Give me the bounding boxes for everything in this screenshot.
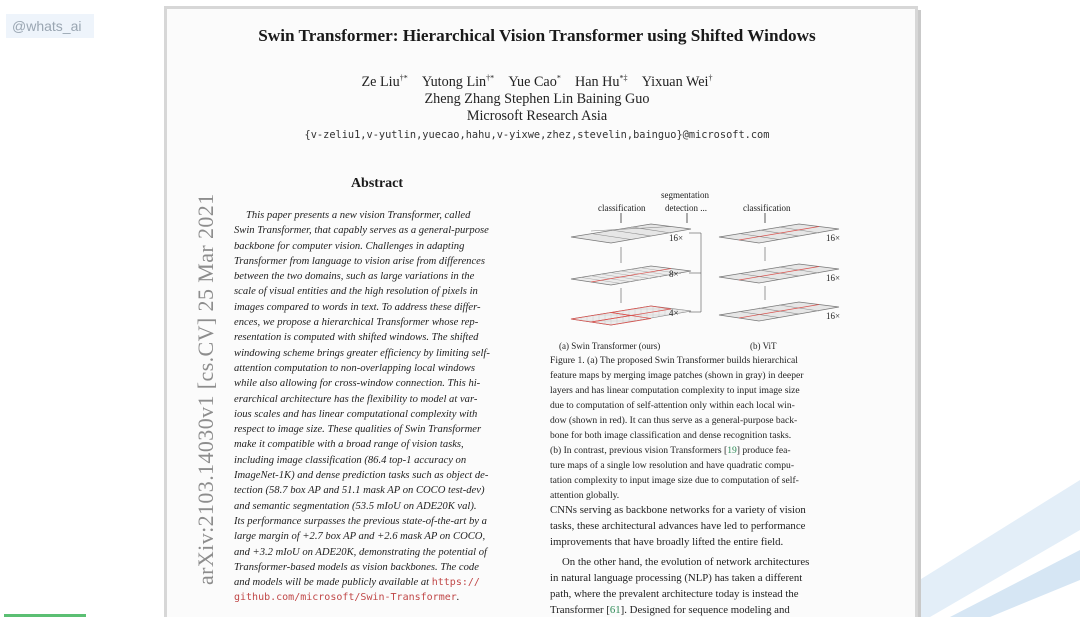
- body-line: CNNs serving as backbone networks for a variety of vision: [550, 504, 806, 516]
- body-line: tasks, these architectural advances have led to performance: [550, 520, 806, 532]
- vit-classification-label: classification: [743, 203, 791, 213]
- abstract-line: This paper presents a new vision Transformer, called: [246, 210, 471, 221]
- caption-line: feature maps by merging image patches (shown in gray) in deeper: [550, 370, 804, 381]
- abstract-line: windowing scheme brings greater efficiency by limiting self-: [234, 347, 490, 359]
- abstract-line: and semantic segmentation (53.5 mIoU on ADE20K val).: [234, 500, 477, 512]
- abstract-line: tection (58.7 box AP and 51.1 mask AP on COCO test-dev): [234, 485, 485, 497]
- abstract-body: This paper presents a new vision Transformer, called Swin Transformer, that capably serves as a general-purpose backbone for computer vision. Challenges in adapting Transformer from language to vision arise from differences between the two domains, such as large variations in the scale of visual entities and the high resolution of pixels in images compared to words in text. To address these differ- ences, we propose a hierarchical Transformer whose rep- resentation is computed with shifted windows. The shifted windowing scheme brings greater efficiency by limiting self- attention computation to non-overlapping local windows while also allowing for cross-window connection. This hi- erarchical architecture has the flexibility to model at var- ious scales and has linear computational complexity with respect to image size. These qualities of Swin Transformer make it compatible with a broad range of vision tasks, including image classification (86.4 top-1 accuracy on ImageNet-1K) and dense prediction tasks such as object de- tection (58.7 box AP and 51.1 mask AP on COCO test-dev) and semantic segmentation (53.5 mIoU on ADE20K val). Its performance surpasses the previous state-of-the-art by a large margin of +2.7 box AP and +2.6 mask AP on COCO, and +3.2 mIoU on ADE20K, demonstrating the potential of Transformer-based models as vision backbones. The code and models will be made publicly available at https:// github.com/microsoft/Swin-Transformer.: [234, 208, 536, 606]
- scale-16x-label: 16×: [669, 233, 684, 243]
- abstract-line: Transformer from language to vision arise from differences: [234, 255, 486, 267]
- swin-layer-4x: [571, 306, 691, 325]
- vit-scale-1-label: 16×: [826, 233, 841, 243]
- abstract-line: and models will be made publicly available at: [234, 577, 430, 589]
- code-link-cont[interactable]: github.com/microsoft/Swin-Transformer: [234, 592, 457, 604]
- vit-scale-2-label: 16×: [826, 273, 841, 283]
- intro-text: CNNs serving as backbone networks for a variety of vision tasks, these architectural advances have led to performance improvements that have broadly lifted the entire field. On the other hand, the evolution of network architectures in natural language processing (NLP) has taken a different path, where the prevalent architecture today is instead the Transformer [61]. Designed for sequence modeling and: [550, 502, 846, 617]
- caption-a-label: (a) Swin Transformer (ours): [559, 341, 661, 351]
- figure-caption: Figure 1. (a) The proposed Swin Transformer builds hierarchical feature maps by merging image patches (shown in gray) in deeper layers and has linear computation complexity to input image size due to computation of self-attention only within each local win- dow (shown in red). It can thus serve as a general-purpose back- bone for both image classification and dense recognition tasks. (b) In contrast, previous vision Transformers [19] produce fea- ture maps of a single low resolution and have quadratic compu- tation complexity to input image size due to computation of self- attention globally.: [550, 353, 846, 503]
- vit-scale-3-label: 16×: [826, 311, 841, 321]
- scale-4x-label: 4×: [669, 308, 679, 318]
- authors-line-2: Zheng Zhang Stephen Lin Baining Guo: [424, 91, 650, 107]
- abstract-line: ImageNet-1K) and dense prediction tasks such as object de-: [234, 470, 489, 482]
- vit-layer-3: [719, 302, 840, 321]
- abstract-line: make it compatible with a broad range of vision tasks,: [234, 439, 464, 451]
- watermark: @whats_ai: [6, 14, 94, 38]
- caption-line: ture maps of a single low resolution and have quadratic compu-: [550, 460, 795, 471]
- abstract-line: erarchical architecture has the flexibility to model at var-: [234, 393, 478, 405]
- body-line: path, where the prevalent architecture today is instead the: [550, 588, 799, 600]
- abstract-line: ious scales and has linear computational complexity with: [234, 408, 478, 420]
- paper-title: Swin Transformer: Hierarchical Vision Transformer using Shifted Windows: [258, 26, 816, 45]
- scale-8x-label: 8×: [669, 269, 679, 279]
- figure-1: [551, 177, 861, 357]
- caption-line: dow (shown in red). It can thus serve as a general-purpose back-: [550, 415, 798, 426]
- caption-line: attention globally.: [550, 490, 620, 501]
- abstract-line: and +3.2 mIoU on ADE20K, demonstrating the potential of: [234, 546, 487, 558]
- authors-line-1: [167, 73, 907, 91]
- abstract-line: respect to image size. These qualities of Swin Transformer: [234, 424, 482, 436]
- abstract-line: resentation is computed with shifted windows. The shifted: [234, 332, 479, 344]
- ref-61[interactable]: 61: [609, 604, 621, 616]
- author-name: Han Hu*‡: [575, 73, 628, 90]
- vit-layer-2: [719, 264, 840, 283]
- author-name: Yutong Lin†*: [421, 73, 495, 90]
- author-name: Yue Cao*: [508, 73, 561, 90]
- code-link[interactable]: https://: [431, 577, 480, 589]
- swin-layer-16x: [571, 224, 691, 243]
- author-name: Ze Liu†*: [361, 73, 408, 90]
- abstract-line: including image classification (86.4 top-1 accuracy on: [234, 454, 467, 466]
- swin-classification-label: classification: [598, 203, 646, 213]
- body-line: On the other hand, the evolution of network architectures: [562, 556, 810, 568]
- body-line: in natural language processing (NLP) has taken a different: [550, 572, 803, 584]
- caption-line: tation complexity to input image size due to computation of self-: [550, 475, 799, 486]
- abstract-line: ences, we propose a hierarchical Transformer whose rep-: [234, 317, 479, 329]
- segmentation-label: segmentation: [661, 190, 709, 200]
- abstract-line: large margin of +2.7 box AP and +2.6 mask AP on COCO,: [234, 531, 486, 543]
- affiliation: Microsoft Research Asia: [466, 108, 608, 124]
- caption-line: layers and has linear computation complexity to input image size: [550, 385, 800, 396]
- abstract-line: Its performance surpasses the previous state-of-the-art by a: [234, 515, 487, 527]
- abstract-line: attention computation to non-overlapping local windows: [234, 362, 475, 374]
- caption-line: due to computation of self-attention only within each local win-: [550, 400, 795, 411]
- abstract-line: Transformer-based models as vision backbones. The code: [234, 561, 479, 573]
- abstract-line: backbone for computer vision. Challenges in adapting: [234, 240, 465, 252]
- arxiv-id: arXiv:2103.14030v1 [cs.CV] 25 Mar 2021: [193, 193, 218, 585]
- paper-page: [167, 9, 915, 617]
- author-emails: {v-zeliu1,v-yutlin,yuecao,hahu,v-yixwe,zhez,stevelin,bainguo}@microsoft.com: [304, 129, 770, 141]
- abstract-line: Swin Transformer, that capably serves as a general-purpose: [234, 225, 489, 237]
- abstract-line: while also allowing for cross-window connection. This hi-: [234, 378, 481, 390]
- abstract-line: scale of visual entities and the high resolution of pixels in: [234, 286, 478, 298]
- caption-line: bone for both image classification and dense recognition tasks.: [550, 430, 792, 441]
- abstract-line: between the two domains, such as large variations in the: [234, 271, 475, 283]
- abstract-heading: Abstract: [350, 176, 404, 191]
- caption-b-label: (b) ViT: [750, 341, 777, 351]
- swin-layer-8x: [571, 266, 691, 285]
- detection-label: detection ...: [665, 203, 707, 213]
- author-name: Yixuan Wei†: [641, 73, 713, 90]
- vit-layer-1: [719, 224, 840, 243]
- abstract-line: images compared to words in text. To address these differ-: [234, 301, 481, 313]
- body-line: improvements that have broadly lifted the entire field.: [550, 536, 784, 548]
- ref-19[interactable]: 19: [727, 445, 737, 456]
